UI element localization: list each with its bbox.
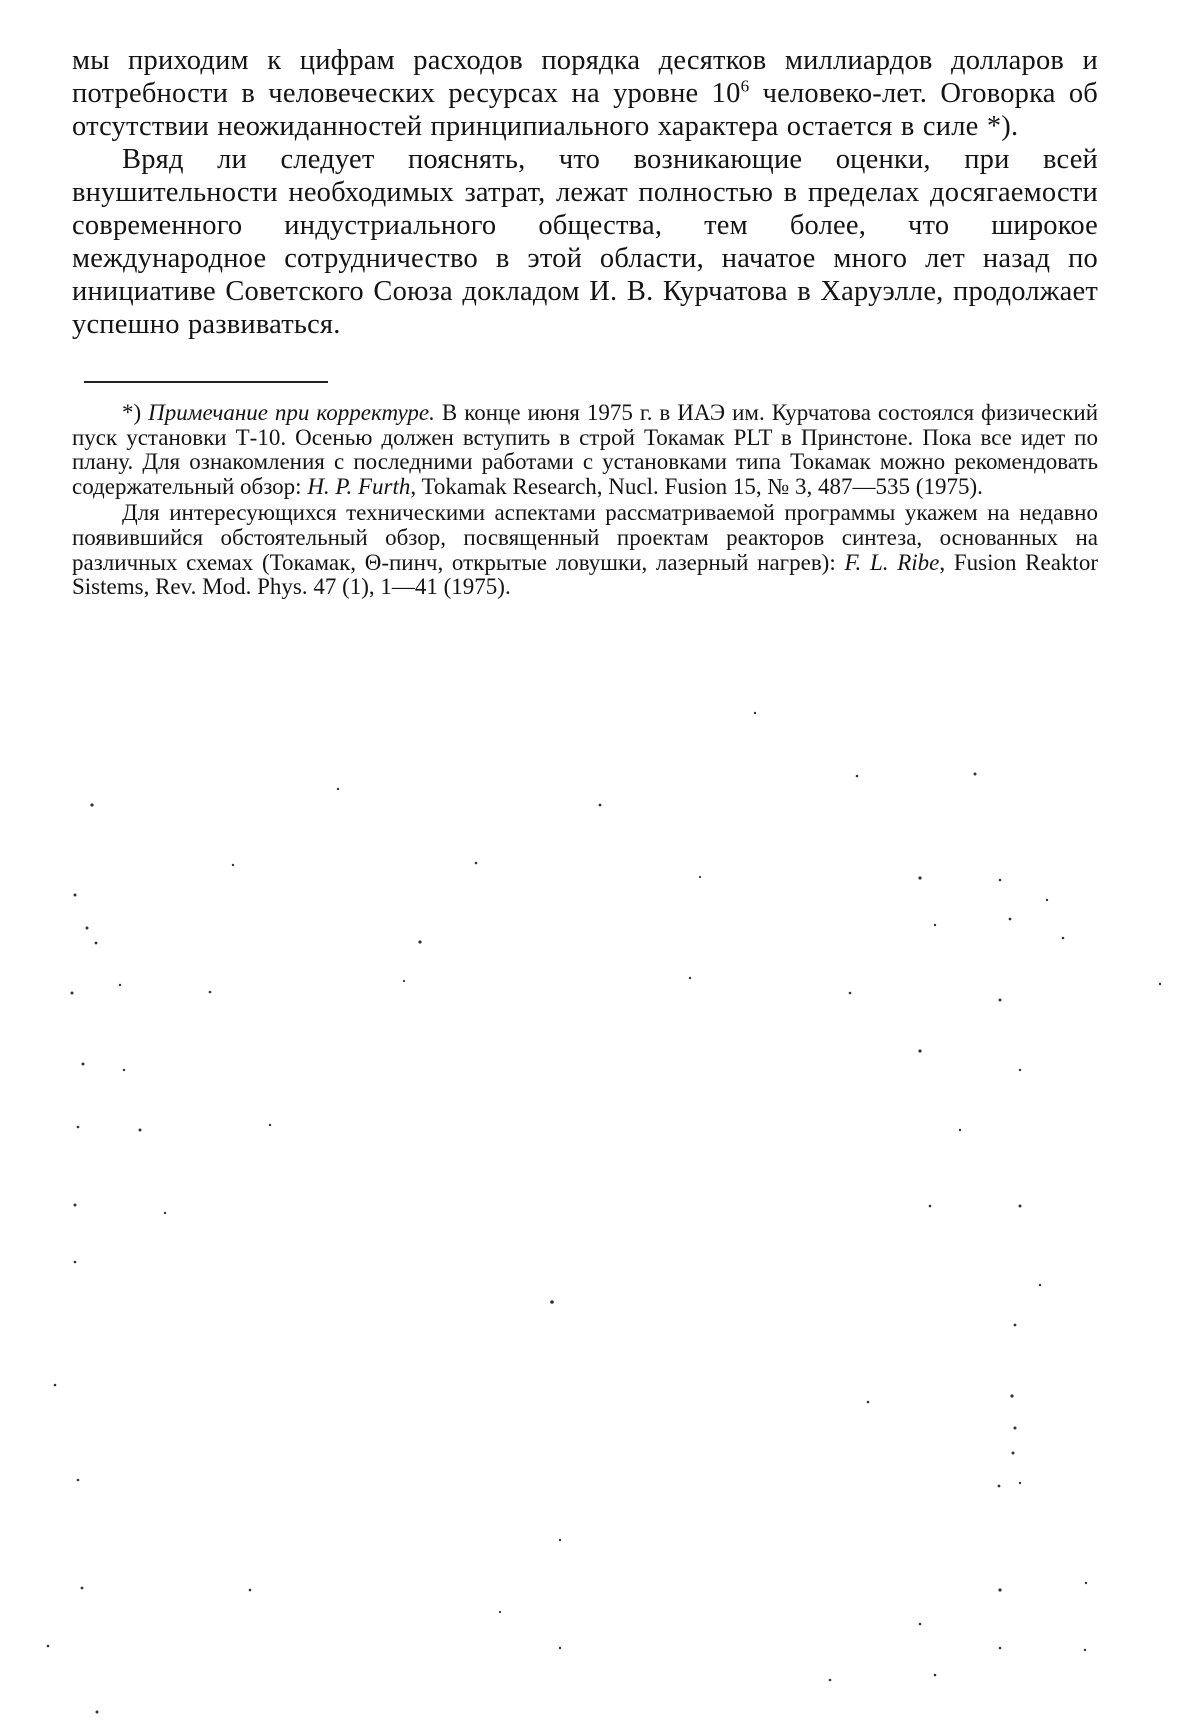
paragraph-1-part-1: мы приходим к цифрам расходов порядка десятков миллиардов долларов и потребности в человеческих ресурсах на уровне 10	[72, 45, 1098, 109]
footnote-1-label: Примечание при корректуре.	[148, 400, 435, 425]
footnote-1-author: H. P. Furth	[307, 473, 411, 499]
book-page	[72, 44, 1098, 600]
paragraph-1	[72, 44, 1098, 143]
footnote-2-text-1: Для интересующихся техническими аспектами рассматриваемой программы укажем на недавно появившийся обстоятельный обзор, посвященный проектам реакторов синтеза, основанных на различных схемах (Токамак, Θ-пинч, открытые ловушки, лазерный нагрев):	[72, 500, 1098, 575]
paragraph-1-part-2: человеко-лет. Оговорка об отсутствии неожиданностей принципиального характера остается в силе *).	[72, 78, 1099, 142]
paragraph-2: Вряд ли следует пояснять, что возникающие оценки, при всей внушительности необходимых затрат, лежат полностью в пределах досягаемости современного индустриального общества, тем более, что широкое международное сотрудничество в этой области, начатое много лет назад по инициативе Советского Союза докладом И. В. Курчатова в Харуэлле, продолжает успешно развиваться.	[72, 144, 1098, 340]
footnote-2-author: F. L. Ribe	[844, 549, 940, 575]
main-text	[72, 44, 1098, 341]
footnote-2	[72, 501, 1098, 599]
footnote-2-text-2: , Fusion Reaktor Sistems, Rev. Mod. Phys. 47 (1), 1—41 (1975).	[72, 549, 1098, 600]
footnote-1-text-1: В конце июня 1975 г. в ИАЭ им. Курчатова состоялся физический пуск установки Т-10. Осенью должен вступить в строй Токамак PLT в Принстоне. Пока все идет по плану. Для ознакомления с последними работами с установками типа Токамак можно рекомендовать содержательный обзор:	[72, 400, 1099, 499]
footnotes	[72, 401, 1098, 600]
footnote-1	[72, 401, 1098, 499]
footnote-marker: *)	[122, 400, 149, 425]
exponent-superscript: 6	[740, 76, 750, 96]
footnote-divider	[84, 381, 328, 383]
footnote-1-text-2: , Tokamak Research, Nucl. Fusion 15, № 3, 487—535 (1975).	[410, 473, 983, 499]
